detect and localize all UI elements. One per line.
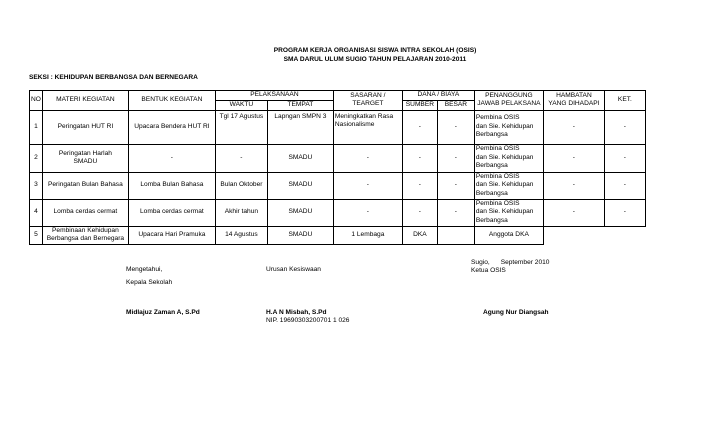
- cell-sasaran: [333, 110, 402, 144]
- cell-waktu: 14 Agustus: [215, 226, 267, 244]
- cell-sumber: -: [402, 110, 437, 144]
- cell-no: 5: [30, 226, 43, 244]
- cell-tempat: SMADU: [267, 199, 333, 226]
- cell-no: 1: [30, 110, 43, 144]
- cell-pj-line2: dan Sie. Kehidupan: [475, 153, 534, 161]
- kepala-label: Kepala Sekolah: [126, 279, 173, 286]
- cell-hambatan: -: [543, 144, 604, 172]
- cell-bentuk: Upacara Hari Pramuka: [128, 226, 215, 244]
- cell-bentuk: -: [128, 144, 215, 172]
- cell-ket: [604, 226, 645, 244]
- cell-waktu: Bulan Oktober: [215, 172, 267, 199]
- col-pelaksanaan: PELAKSANAAN: [215, 91, 333, 101]
- col-besar: BESAR: [437, 100, 474, 110]
- col-penanggung-line2: JAWAB PELAKSANA: [477, 100, 541, 108]
- cell-ket: -: [604, 144, 645, 172]
- col-hambatan-line2: YANG DIHADAPI: [548, 100, 600, 108]
- cell-ket: -: [604, 172, 645, 199]
- cell-pj-line3: Berbangsa: [475, 131, 508, 139]
- col-dana: DANA / BIAYA: [402, 91, 474, 101]
- col-bentuk: BENTUK KEGIATAN: [128, 91, 215, 111]
- cell-sasaran-line2: Nasionalisme: [334, 121, 375, 129]
- program-table: [29, 90, 646, 245]
- cell-no: 3: [30, 172, 43, 199]
- cell-materi: Lomba cerdas cermat: [42, 199, 128, 226]
- col-materi: MATERI KEGIATAN: [42, 91, 128, 111]
- cell-pj-line1: Pembina OSIS: [475, 199, 520, 207]
- ketua-name: Agung Nur Diangsah: [483, 309, 549, 316]
- cell-no: 4: [30, 199, 43, 226]
- cell-pj-line3: Berbangsa: [475, 189, 508, 197]
- table-row: [30, 226, 646, 244]
- col-waktu: WAKTU: [215, 100, 267, 110]
- col-tempat: TEMPAT: [267, 100, 333, 110]
- cell-waktu: Akhir tahun: [215, 199, 267, 226]
- col-hambatan: [543, 91, 604, 111]
- urusan-nip: NIP. 19690303200701 1 026: [266, 317, 350, 324]
- urusan-name: H.A N Misbah, S.Pd: [266, 309, 327, 316]
- signature-kepala: [126, 263, 172, 289]
- cell-materi-line1: Peringatan Harlah: [58, 149, 112, 157]
- cell-pj: [474, 172, 543, 199]
- col-sumber: SUMBER: [402, 100, 437, 110]
- cell-ket: -: [604, 199, 645, 226]
- cell-besar: -: [437, 110, 474, 144]
- cell-besar: -: [437, 199, 474, 226]
- col-sasaran: SASARAN / TEARGET: [333, 91, 402, 111]
- cell-pj-line2: dan Sie. Kehidupan: [475, 181, 534, 189]
- table-row: [30, 199, 646, 226]
- cell-materi: Peringatan HUT RI: [42, 110, 128, 144]
- cell-waktu: Tgl 17 Agustus: [215, 110, 267, 144]
- cell-pj-line2: dan Sie. Kehidupan: [475, 122, 534, 130]
- mengetahui-label: Mengetahui,: [126, 266, 163, 273]
- cell-pj-line1: Pembina OSIS: [475, 114, 520, 122]
- cell-bentuk: Lomba cerdas cermat: [128, 199, 215, 226]
- cell-besar: -: [437, 172, 474, 199]
- cell-sasaran: -: [333, 199, 402, 226]
- cell-pj-line1: Pembina OSIS: [475, 145, 520, 153]
- col-hambatan-line1: HAMBATAN: [556, 91, 592, 99]
- cell-pj: [474, 199, 543, 226]
- cell-waktu: -: [215, 144, 267, 172]
- cell-materi-line1: Pembinaan Kehidupan: [52, 226, 119, 234]
- cell-hambatan: -: [543, 110, 604, 144]
- seksi-label: SEKSI : KEHIDUPAN BERBANGSA DAN BERNEGARA: [29, 74, 198, 81]
- cell-pj: [474, 144, 543, 172]
- cell-sasaran: -: [333, 172, 402, 199]
- cell-bentuk: Upacara Bendera HUT RI: [128, 110, 215, 144]
- col-penanggung-line1: PENANGGUNG: [485, 91, 533, 99]
- cell-pj-line3: Berbangsa: [475, 216, 508, 224]
- cell-tempat: SMADU: [267, 172, 333, 199]
- document-title: PROGRAM KERJA ORGANISASI SISWA INTRA SEKOLAH (OSIS): [273, 47, 477, 54]
- cell-besar: [437, 226, 474, 244]
- ketua-label: Ketua OSIS: [471, 267, 506, 274]
- kepala-name: Midlajuz Zaman A, S.Pd: [126, 309, 200, 316]
- cell-sasaran-line1: Meningkatkan Rasa: [334, 112, 394, 120]
- cell-sasaran: 1 Lembaga: [333, 226, 402, 244]
- cell-sumber: -: [402, 144, 437, 172]
- col-penanggung: [474, 91, 543, 111]
- table-row: [30, 144, 646, 172]
- cell-sumber: -: [402, 199, 437, 226]
- col-no: NO: [30, 91, 43, 111]
- cell-sumber: DKA: [402, 226, 437, 244]
- cell-bentuk: Lomba Bulan Bahasa: [128, 172, 215, 199]
- header-row-1: [30, 91, 646, 101]
- cell-hambatan: -: [543, 199, 604, 226]
- cell-hambatan: [543, 226, 604, 244]
- cell-pj-line3: Berbangsa: [475, 162, 508, 170]
- cell-tempat: SMADU: [267, 144, 333, 172]
- table-row: [30, 172, 646, 199]
- urusan-label: Urusan Kesiswaan: [266, 266, 321, 273]
- cell-materi: [42, 226, 128, 244]
- cell-no: 2: [30, 144, 43, 172]
- cell-materi-line2: Berbangsa dan Bernegara: [46, 235, 125, 243]
- cell-pj: [474, 110, 543, 144]
- cell-materi: Peringatan Bulan Bahasa: [42, 172, 128, 199]
- cell-pj-line2: dan Sie. Kehidupan: [475, 208, 534, 216]
- document-subtitle: SMA DARUL ULUM SUGIO TAHUN PELAJARAN 2010-2011: [283, 56, 467, 63]
- cell-materi-line2: SMADU: [73, 158, 98, 166]
- cell-besar: -: [437, 144, 474, 172]
- cell-sumber: -: [402, 172, 437, 199]
- cell-sasaran: -: [333, 144, 402, 172]
- col-ket: KET.: [604, 91, 645, 111]
- cell-tempat: Lapngan SMPN 3: [267, 110, 333, 144]
- cell-pj: Anggota DKA: [474, 226, 543, 244]
- cell-materi: [42, 144, 128, 172]
- cell-hambatan: -: [543, 172, 604, 199]
- cell-ket: -: [604, 110, 645, 144]
- table-row: [30, 110, 646, 144]
- place-date: Sugio, September 2010: [471, 259, 550, 266]
- cell-tempat: SMADU: [267, 226, 333, 244]
- cell-pj-line1: Pembina OSIS: [475, 172, 520, 180]
